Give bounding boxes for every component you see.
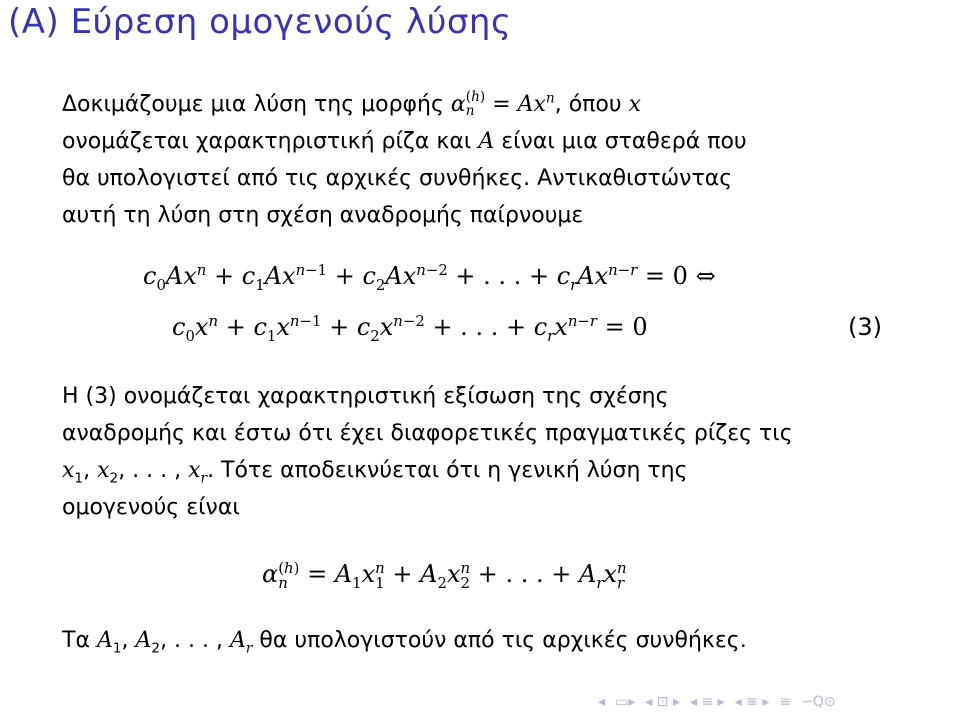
slide-title: (A) Εύρεση ομογενούς λύσης xyxy=(8,2,512,42)
char-line4: ομογενούς είναι xyxy=(62,495,240,520)
char-line2: αναδρομής και έστω ότι έχει διαφορετικές πραγματικές ρίζες τις xyxy=(62,421,793,446)
navigation-bar xyxy=(598,693,836,711)
trial-solution: α (h) n = $Ax^n$ xyxy=(450,89,555,119)
intro-line3: θα υπολογιστεί από τις αρχικές συνθήκες. Αντικαθιστώντας xyxy=(62,166,733,191)
characteristic-paragraph: Η (3) ονομάζεται χαρακτηριστική εξίσωση της σχέσης αναδρομής και έστω ότι έχει διαφορετικές πραγματικές ρίζες τις $x_1$, $x_2$, . . . , $x_r$. Τότε αποδεικνύεται ότι η γενική λύση της ομογενούς είναι xyxy=(62,384,793,520)
intro-line2b: είναι μια σταθερά που xyxy=(494,129,747,154)
section-prev-icon[interactable]: ◂ ≡ ▸ xyxy=(689,694,725,710)
equation-number: (3) xyxy=(848,313,882,341)
intro-paragraph: Δοκιμάζουμε μια λύση της μορφής α (h) n = $Ax^n$, όπου x ονομάζεται χαρακτηριστική ρίζα και A είναι μια σταθερά που θα υπολογιστεί από τις αρχικές συνθήκες. Αντικαθιστώντας αυτή τη λύση στη σχέση αναδρομής παίρνουμε xyxy=(62,89,747,228)
intro-text-a: Δοκιμάζουμε μια λύση της μορφής xyxy=(62,92,451,117)
prev-icon[interactable]: ▭▸ xyxy=(615,694,636,710)
char-line3: . Τότε αποδεικνύεται ότι η γενική λύση της xyxy=(207,458,688,483)
intro-text-b: , όπου xyxy=(554,92,629,117)
constants-text-b: θα υπολογιστούν από τις αρχικές συνθήκες. xyxy=(252,628,747,653)
search-icon[interactable]: ∽Q⊙ xyxy=(801,694,836,710)
first-icon[interactable]: ◂ xyxy=(598,694,606,710)
subsection-icon[interactable]: ◂ ≡ ▸ xyxy=(734,694,770,710)
intro-line2: ονομάζεται χαρακτηριστική ρίζα και xyxy=(62,129,479,154)
section-next-icon[interactable]: ≡ xyxy=(779,694,792,710)
constants-paragraph: Τα $A_1$, $A_2$, . . . , $A_r$ θα υπολογιστούν από τις αρχικές συνθήκες. xyxy=(62,628,747,657)
general-solution-equation: α (h) n = $A_1x$ n 1 + $A_2x$ n 2 + . . . + $A_rx$ n r xyxy=(262,558,627,592)
constants-text-a: Τα xyxy=(62,628,97,653)
characteristic-equation: $c_0x^n + c_1x^{n-1} + c_2x^{n-2}$ + . . . + $c_rx^{n-r} = 0$ xyxy=(172,312,648,345)
substitution-equation: $c_0Ax^n + c_1Ax^{n-1} + c_2Ax^{n-2}$ + . . . + $c_rAx^{n-r} = 0$ ⇔ xyxy=(143,261,716,294)
intro-line4: αυτή τη λύση στη σχέση αναδρομής παίρνουμε xyxy=(62,203,584,228)
char-line1: Η (3) ονομάζεται χαρακτηριστική εξίσωση της σχέσης xyxy=(62,384,669,409)
frame-prev-icon[interactable]: ◂ ⊡ ▸ xyxy=(645,694,680,710)
